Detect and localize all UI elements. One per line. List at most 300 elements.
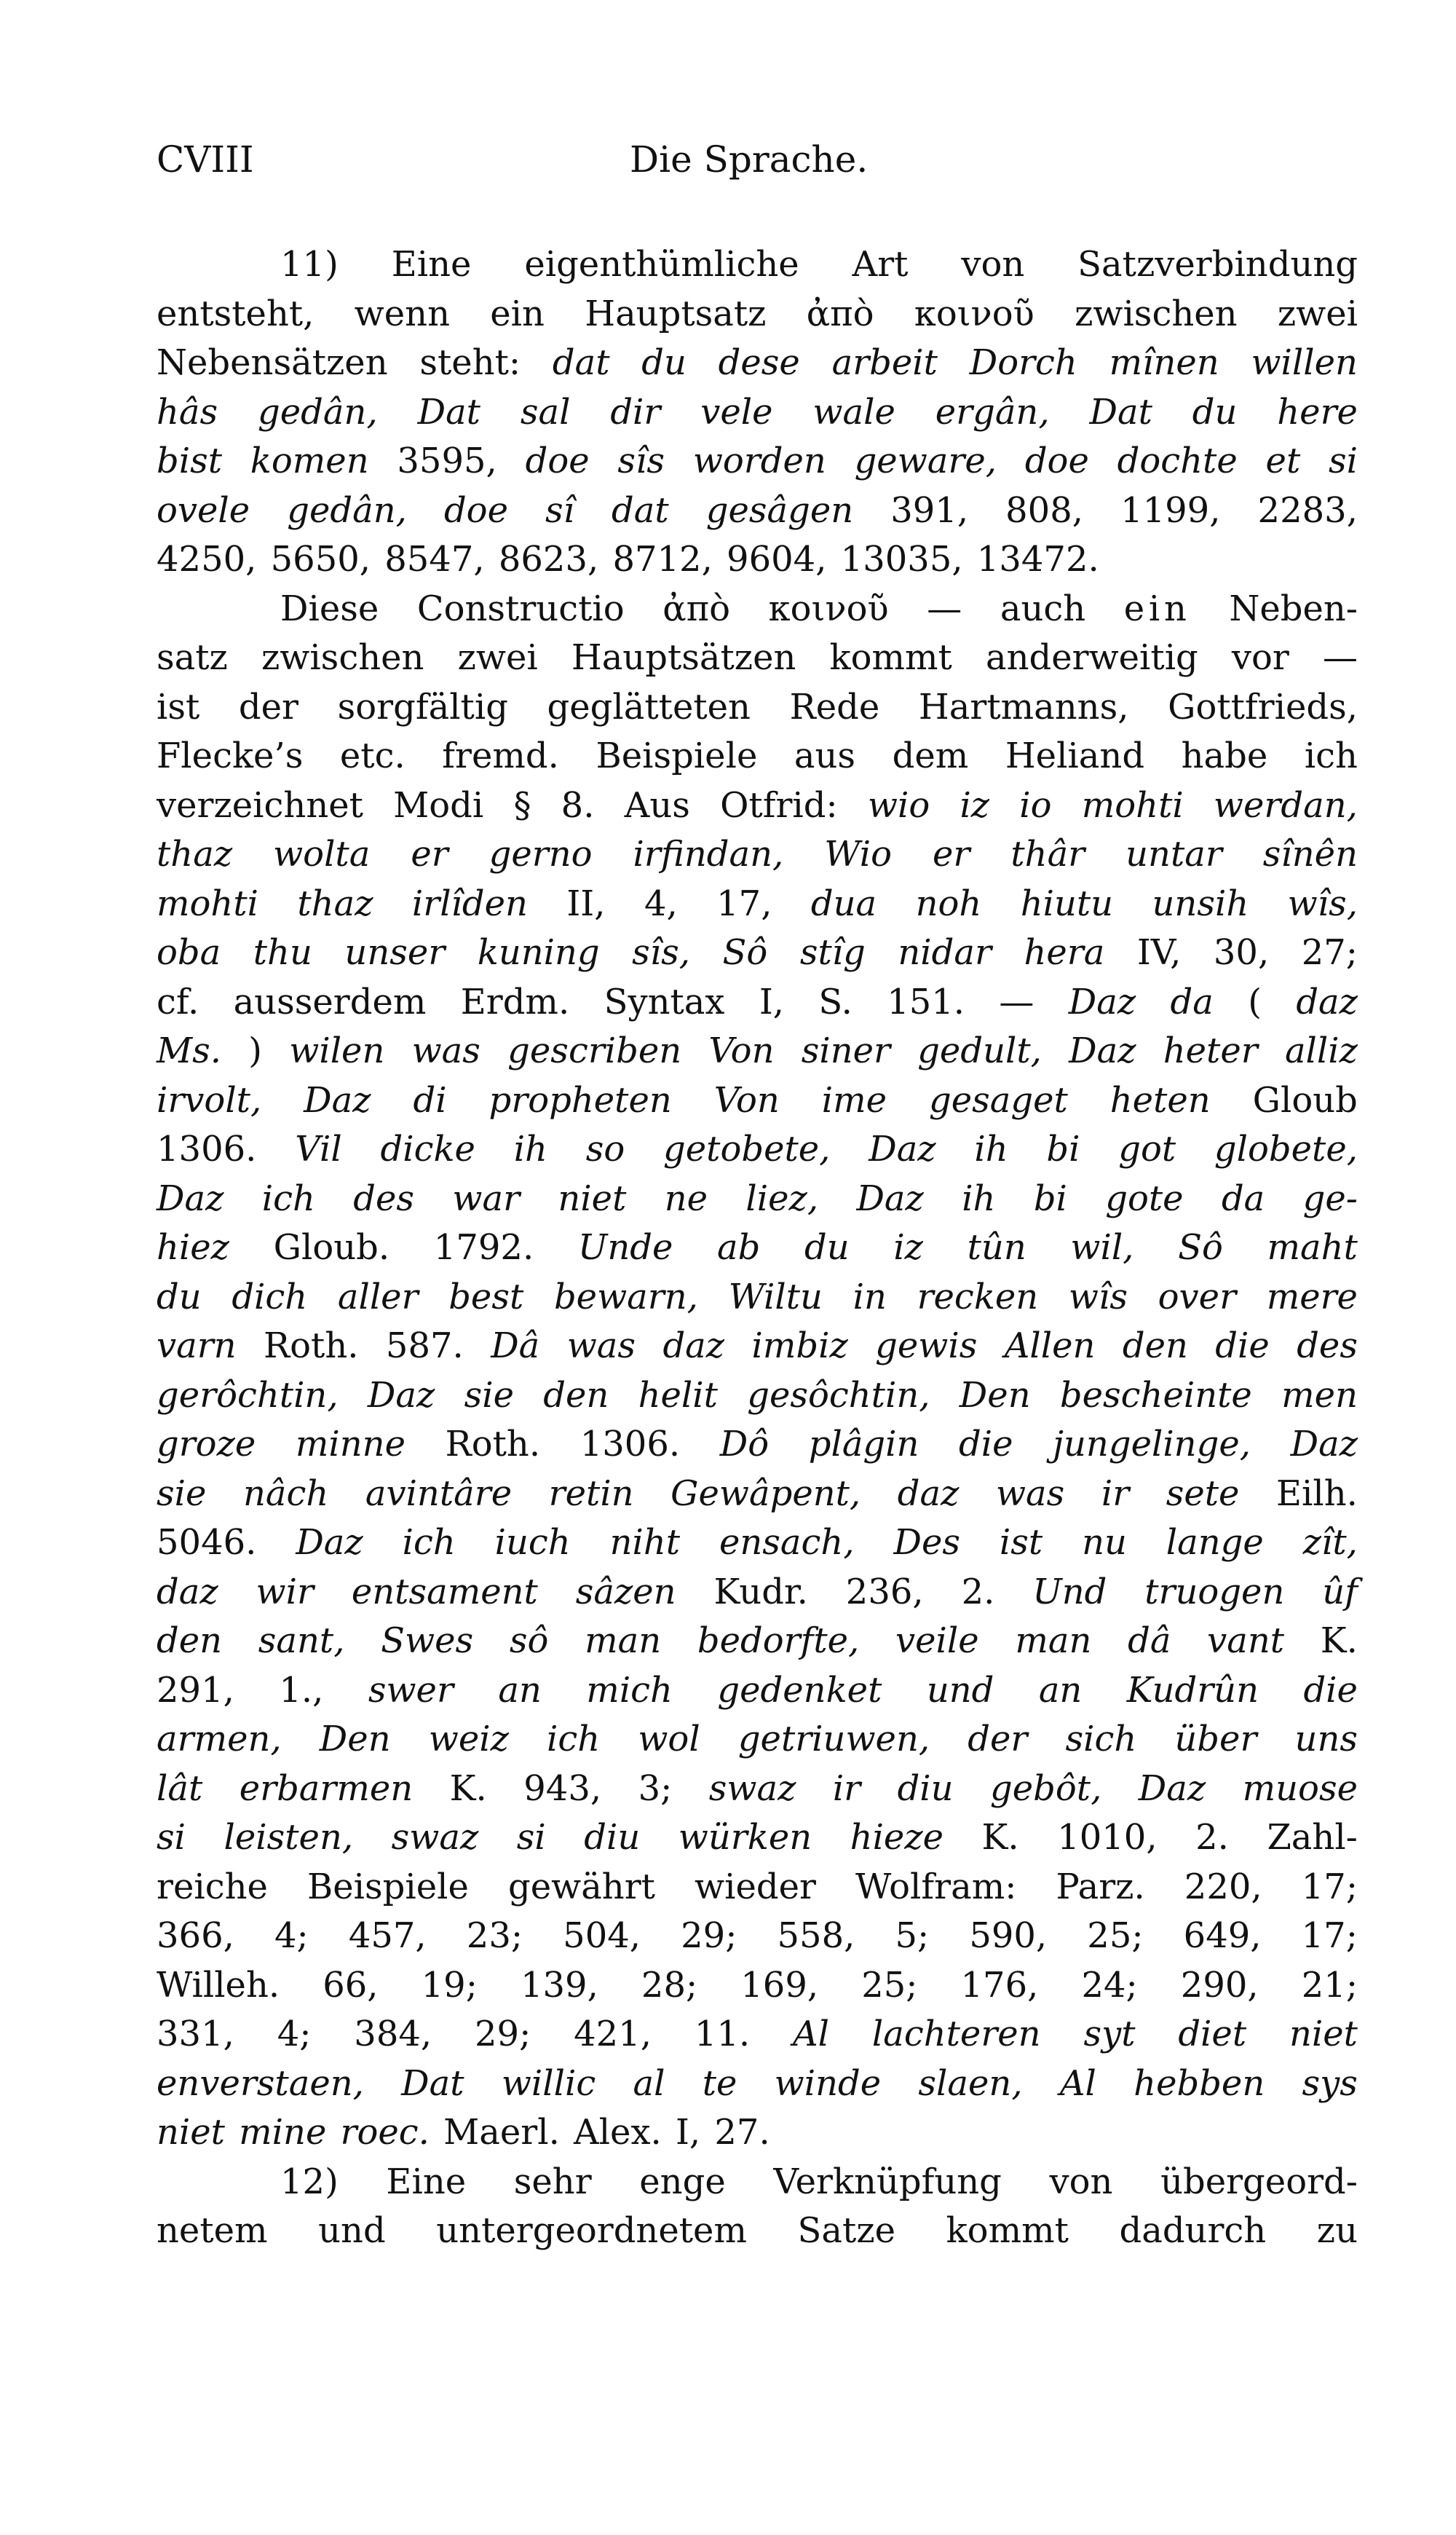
italic-word: gesâgen	[705, 489, 854, 531]
text-line	[157, 1178, 1358, 1228]
word: wieder	[695, 1866, 816, 1907]
italic-word: Von	[713, 1079, 780, 1121]
italic-word: nâch	[242, 1472, 329, 1514]
word: 5046.	[157, 1522, 257, 1563]
italic-word: muose	[1242, 1767, 1358, 1809]
word: (	[1248, 981, 1262, 1022]
italic-word: mînen	[1109, 342, 1219, 383]
running-head	[157, 138, 1358, 197]
text-line	[157, 1620, 1358, 1670]
word: 1306.	[579, 1424, 681, 1464]
italic-word: bi	[1033, 1178, 1067, 1219]
italic-word: sî	[545, 489, 574, 531]
word: 590,	[969, 1915, 1048, 1956]
italic-word: ir	[832, 1767, 861, 1809]
italic-word: alliz	[1284, 1030, 1358, 1071]
italic-word: willen	[1251, 342, 1358, 383]
italic-word: Ms.	[157, 1030, 222, 1071]
word: habe	[1181, 736, 1268, 776]
word: von	[1049, 2161, 1113, 2202]
italic-word: thaz	[157, 834, 233, 875]
italic-word: da	[1170, 981, 1214, 1022]
italic-word: bi	[1046, 1129, 1080, 1170]
italic-word: heter	[1163, 1030, 1258, 1071]
italic-word: groze	[157, 1424, 256, 1464]
italic-word: zît,	[1302, 1522, 1358, 1563]
greek-word: κοινοῦ	[768, 588, 889, 629]
italic-word: veile	[895, 1620, 979, 1661]
text-line	[157, 244, 1358, 293]
italic-word: maht	[1267, 1227, 1358, 1268]
word: —	[999, 981, 1034, 1022]
italic-word: dir	[610, 391, 661, 433]
italic-word: Dat	[401, 2062, 464, 2104]
italic-word: si	[516, 1817, 546, 1858]
word: Beispiele	[306, 1866, 469, 1907]
italic-word: kuning	[477, 932, 600, 973]
italic-word: sal	[520, 391, 571, 433]
italic-word: wolta	[273, 834, 371, 875]
italic-word: wol	[638, 1719, 700, 1759]
italic-word: aller	[337, 1276, 419, 1317]
word: 457,	[348, 1915, 427, 1956]
word: 1199,	[1120, 489, 1221, 531]
italic-word: thâr	[1010, 834, 1085, 875]
italic-word: mohti	[1081, 784, 1184, 826]
italic-word: syt	[1083, 2014, 1136, 2054]
italic-word: niht	[609, 1522, 681, 1563]
text-line	[157, 2161, 1358, 2211]
word: 9604,	[727, 539, 827, 580]
word: und	[318, 2210, 386, 2251]
word: 27;	[1301, 932, 1358, 973]
word: wenn	[354, 293, 450, 334]
word: 19;	[421, 1964, 478, 2006]
word: 421,	[574, 2014, 652, 2054]
running-title: Die Sprache.	[630, 138, 869, 181]
italic-word: dua	[810, 883, 877, 924]
italic-word: hiez	[157, 1227, 229, 1268]
text-line	[157, 1129, 1358, 1178]
word: Zahl-	[1267, 1817, 1358, 1858]
italic-word: bist	[157, 441, 222, 481]
italic-word: gebôt,	[990, 1767, 1102, 1809]
italic-word: Daz	[856, 1178, 924, 1219]
italic-word: bescheinte	[1059, 1374, 1252, 1416]
italic-word: ir	[1101, 1472, 1130, 1514]
italic-word: gesaget	[929, 1079, 1068, 1121]
italic-word: Al	[1059, 2062, 1096, 2104]
word: Art	[852, 244, 909, 285]
italic-word: ich	[402, 1522, 456, 1563]
word: 11)	[280, 244, 339, 285]
italic-word: nu	[1082, 1522, 1127, 1563]
word: 8712,	[612, 539, 713, 580]
italic-word: al	[633, 2062, 665, 2104]
italic-word: hera	[1024, 932, 1105, 973]
italic-word: und	[926, 1669, 994, 1711]
italic-word: uns	[1294, 1719, 1358, 1759]
word: 1792.	[433, 1227, 534, 1268]
word: gewährt	[507, 1866, 655, 1907]
italic-word: helit	[638, 1374, 718, 1416]
italic-word: si	[1329, 441, 1358, 481]
italic-word: plâgin	[808, 1424, 919, 1464]
italic-word: io	[1019, 784, 1052, 826]
italic-word: sô	[509, 1620, 549, 1661]
italic-word: doe	[525, 441, 590, 481]
word: verzeichnet	[157, 784, 363, 826]
italic-word: ovele	[157, 489, 250, 531]
italic-word: globete,	[1214, 1129, 1358, 1170]
italic-word: Kudrûn	[1126, 1669, 1259, 1711]
word: zu	[1316, 2210, 1358, 2251]
word: Modi	[393, 784, 484, 826]
word: 290,	[1180, 1964, 1259, 2006]
word: 12)	[280, 2161, 339, 2202]
word: 151.	[887, 981, 965, 1022]
italic-word: oba	[157, 932, 221, 973]
italic-word: ich	[547, 1719, 601, 1759]
word: 2.	[1195, 1817, 1229, 1858]
word: 169,	[740, 1964, 819, 2006]
word: Hauptsätzen	[571, 637, 796, 678]
italic-word: Dô	[719, 1424, 769, 1464]
word: Willeh.	[157, 1964, 280, 2006]
italic-word: du	[804, 1227, 850, 1268]
italic-word: vant	[1207, 1620, 1285, 1661]
word: 384,	[354, 2014, 432, 2054]
italic-word: den	[157, 1620, 223, 1661]
italic-word: et	[1265, 441, 1301, 481]
text-line	[157, 2014, 1358, 2063]
word: 13472.	[976, 539, 1099, 580]
italic-word: gescriben	[507, 1030, 682, 1071]
italic-word: Daz	[1138, 1767, 1206, 1809]
italic-word: sie	[157, 1472, 207, 1514]
word: 3;	[638, 1767, 673, 1809]
word: Syntax	[604, 981, 725, 1022]
italic-word: niet	[558, 1178, 627, 1219]
italic-word: diet	[1178, 2014, 1247, 2054]
word: zwischen	[261, 637, 424, 678]
word: Hartmanns,	[918, 686, 1129, 728]
text-line	[157, 2063, 1358, 2113]
italic-word: mere	[1266, 1276, 1358, 1317]
italic-word: die	[1215, 1325, 1270, 1366]
italic-word: ih	[974, 1129, 1008, 1170]
italic-word: unsih	[1152, 883, 1249, 924]
italic-word: recken	[917, 1276, 1039, 1317]
italic-word: du	[641, 342, 687, 383]
italic-word: wîs	[1068, 1276, 1128, 1317]
text-line	[157, 490, 1358, 540]
word: Roth.	[264, 1325, 359, 1366]
text-line	[157, 687, 1358, 736]
italic-word: du	[157, 1276, 202, 1317]
italic-word: lât	[157, 1767, 203, 1809]
word: cf.	[157, 981, 199, 1022]
italic-word: er	[411, 834, 448, 875]
italic-word: propheten	[488, 1079, 672, 1121]
italic-word: retin	[548, 1472, 634, 1514]
italic-word: gedân,	[258, 391, 378, 433]
italic-word: sie	[464, 1374, 514, 1416]
italic-word: ûf	[1322, 1571, 1358, 1612]
text-line	[157, 1817, 1358, 1866]
italic-word: gerôchtin,	[157, 1374, 339, 1416]
italic-word: was	[411, 1030, 480, 1071]
word: etc.	[339, 736, 405, 776]
italic-word: worden	[692, 441, 826, 481]
word: Gloub	[1252, 1079, 1358, 1121]
italic-word: sich	[1065, 1719, 1137, 1759]
italic-word: mich	[586, 1669, 673, 1711]
word: Neben-	[1229, 588, 1358, 629]
word: enge	[639, 2161, 726, 2202]
text-line	[157, 982, 1358, 1031]
italic-word: Daz	[1068, 981, 1136, 1022]
italic-word: dicke	[380, 1129, 475, 1170]
italic-word: irvolt,	[157, 1079, 262, 1121]
italic-word: hâs	[157, 391, 218, 433]
word: K.	[1320, 1620, 1358, 1661]
word: 176,	[960, 1964, 1039, 2006]
text-line	[157, 1375, 1358, 1424]
italic-word: mohti	[157, 883, 258, 924]
italic-word: liez,	[745, 1178, 819, 1219]
italic-word: über	[1174, 1719, 1257, 1759]
italic-word: sîs,	[632, 932, 691, 973]
italic-word: men	[1281, 1374, 1358, 1416]
italic-word: des	[353, 1178, 415, 1219]
italic-word: daz	[1296, 981, 1358, 1022]
word: 1306.	[157, 1129, 257, 1170]
italic-word: stîg	[799, 932, 866, 973]
greek-word: ἀπὸ	[662, 588, 731, 629]
word: 17;	[1301, 1866, 1358, 1907]
word: I,	[675, 2112, 701, 2153]
italic-word: gerno	[488, 834, 593, 875]
word: vor	[1231, 637, 1289, 678]
word: II,	[566, 883, 606, 924]
italic-word: swer	[368, 1669, 454, 1711]
word: untergeordnetem	[436, 2210, 747, 2251]
italic-word: dâ	[1128, 1620, 1171, 1661]
word: 1.,	[279, 1669, 324, 1711]
italic-word: sînên	[1262, 834, 1358, 875]
text-line	[157, 1768, 1358, 1818]
italic-word: iuch	[494, 1522, 571, 1563]
italic-word: got	[1118, 1129, 1176, 1170]
word: 29;	[681, 1915, 737, 1956]
word: Eine	[386, 2161, 467, 2202]
word: 17,	[716, 883, 772, 924]
italic-word: nidar	[898, 932, 992, 973]
italic-word: Dat	[417, 391, 480, 433]
italic-word: niet	[157, 2112, 225, 2153]
word: 5650,	[270, 539, 371, 580]
word: 2283,	[1257, 489, 1358, 531]
word: 139,	[520, 1964, 598, 2006]
word: Eine	[391, 244, 472, 285]
italic-word: sâzen	[575, 1571, 676, 1612]
text-line	[157, 1965, 1358, 2014]
italic-word: minne	[295, 1424, 405, 1464]
italic-word: best	[448, 1276, 524, 1317]
word: 17;	[1301, 1915, 1358, 1956]
italic-word: jungelinge,	[1053, 1424, 1251, 1464]
text-line	[157, 1227, 1358, 1277]
italic-word: vele	[700, 391, 773, 433]
italic-word: hiutu	[1020, 883, 1114, 924]
italic-word: werdan,	[1213, 784, 1358, 826]
word: Otfrid:	[720, 784, 838, 826]
word: Diese	[280, 588, 379, 629]
word: 2.	[961, 1571, 995, 1612]
italic-word: Unde	[577, 1227, 673, 1268]
italic-word: du	[1192, 391, 1238, 433]
word: sehr	[513, 2161, 592, 2202]
italic-word: wîs,	[1287, 883, 1358, 924]
word: aus	[794, 736, 856, 776]
word: 808,	[1005, 489, 1084, 531]
word: 27.	[714, 2112, 770, 2153]
italic-word: wale	[812, 391, 895, 433]
word: —	[927, 588, 962, 629]
word: Satzverbindung	[1077, 244, 1358, 285]
italic-word: getriuwen,	[737, 1719, 930, 1759]
italic-word: slaen,	[918, 2062, 1023, 2104]
word: 391,	[890, 489, 969, 531]
italic-word: Allen	[1004, 1325, 1096, 1366]
italic-word: Wiltu	[728, 1276, 823, 1317]
word: anderweitig	[985, 637, 1198, 678]
italic-word: da	[1221, 1178, 1265, 1219]
italic-word: was	[995, 1472, 1065, 1514]
word: satz	[157, 637, 228, 678]
italic-word: der	[968, 1719, 1028, 1759]
italic-word: Sô	[1178, 1227, 1223, 1268]
italic-word: iz	[893, 1227, 923, 1268]
word: 236,	[845, 1571, 924, 1612]
word: Kudr.	[713, 1571, 808, 1612]
italic-word: die	[959, 1424, 1013, 1464]
italic-word: so	[585, 1129, 625, 1170]
word: fremd.	[442, 736, 559, 776]
italic-word: enverstaen,	[157, 2062, 364, 2104]
text-line	[157, 293, 1358, 343]
word: §	[513, 784, 531, 826]
italic-word: mine	[239, 2112, 327, 2153]
word: 21;	[1301, 1964, 1358, 2006]
italic-word: gote	[1105, 1178, 1184, 1219]
italic-word: die	[1303, 1669, 1358, 1711]
italic-word: den	[1122, 1325, 1188, 1366]
italic-word: dese	[718, 342, 800, 383]
italic-word: wilen	[289, 1030, 385, 1071]
word: 366,	[157, 1915, 234, 1956]
italic-word: ich	[261, 1178, 315, 1219]
word: 4;	[274, 1915, 309, 1956]
italic-word: gedenket	[717, 1669, 882, 1711]
italic-word: unser	[344, 932, 446, 973]
italic-word: getobete,	[663, 1129, 831, 1170]
italic-word: irlîden	[411, 883, 528, 924]
italic-word: gesôchtin,	[747, 1374, 930, 1416]
italic-word: an	[1038, 1669, 1083, 1711]
text-line	[157, 1325, 1358, 1375]
italic-word: ne	[664, 1178, 708, 1219]
text-body	[157, 244, 1358, 2260]
italic-word: Wio	[824, 834, 893, 875]
italic-word: dat	[552, 342, 610, 383]
word: 8.	[561, 784, 595, 826]
italic-word: Sô	[722, 932, 768, 973]
italic-word: ist	[999, 1522, 1043, 1563]
word: reiche	[157, 1866, 268, 1907]
text-line	[157, 834, 1358, 883]
word: 4,	[644, 883, 678, 924]
text-line	[157, 441, 1358, 490]
italic-word: man	[1015, 1620, 1092, 1661]
italic-word: weiz	[428, 1719, 509, 1759]
word: 23;	[466, 1915, 523, 1956]
italic-word: Vil	[295, 1129, 342, 1170]
italic-word: leisten,	[223, 1817, 354, 1858]
word: K.	[981, 1817, 1019, 1858]
word: Eilh.	[1276, 1472, 1358, 1514]
italic-word: arbeit	[831, 342, 938, 383]
italic-word: here	[1277, 391, 1358, 433]
italic-word: Daz	[1290, 1424, 1358, 1464]
italic-word: sys	[1302, 2062, 1358, 2104]
italic-word: was	[566, 1325, 636, 1366]
word: 504,	[563, 1915, 641, 1956]
text-line	[157, 2112, 1358, 2161]
italic-word: over	[1158, 1276, 1237, 1317]
word: 331,	[157, 2014, 234, 2054]
text-line	[157, 539, 1358, 588]
word: eigenthümliche	[524, 244, 799, 285]
italic-word: imbiz	[751, 1325, 848, 1366]
text-line	[157, 2210, 1358, 2260]
word: 5;	[895, 1915, 930, 1956]
italic-word: erbarmen	[239, 1767, 414, 1809]
italic-word: Daz	[1069, 1030, 1136, 1071]
word: kommt	[946, 2210, 1069, 2251]
italic-word: si	[157, 1817, 186, 1858]
italic-word: lange	[1166, 1522, 1264, 1563]
text-line	[157, 1424, 1358, 1473]
italic-word: den	[543, 1374, 609, 1416]
text-line	[157, 1866, 1358, 1916]
word: 4;	[277, 2014, 312, 2054]
italic-word: heten	[1109, 1079, 1211, 1121]
word: Hauptsatz	[585, 293, 767, 334]
word: zwischen	[1075, 293, 1238, 334]
italic-word: Den	[959, 1374, 1031, 1416]
text-line	[157, 1572, 1358, 1621]
text-line	[157, 637, 1358, 687]
word: 291,	[157, 1669, 234, 1711]
word: von	[961, 244, 1025, 285]
word: 8623,	[498, 539, 599, 580]
word: zwei	[1277, 293, 1358, 334]
word: sorgfältig	[337, 686, 508, 728]
word: auch	[1000, 588, 1086, 629]
greek-word: ἀπὸ	[806, 293, 874, 334]
